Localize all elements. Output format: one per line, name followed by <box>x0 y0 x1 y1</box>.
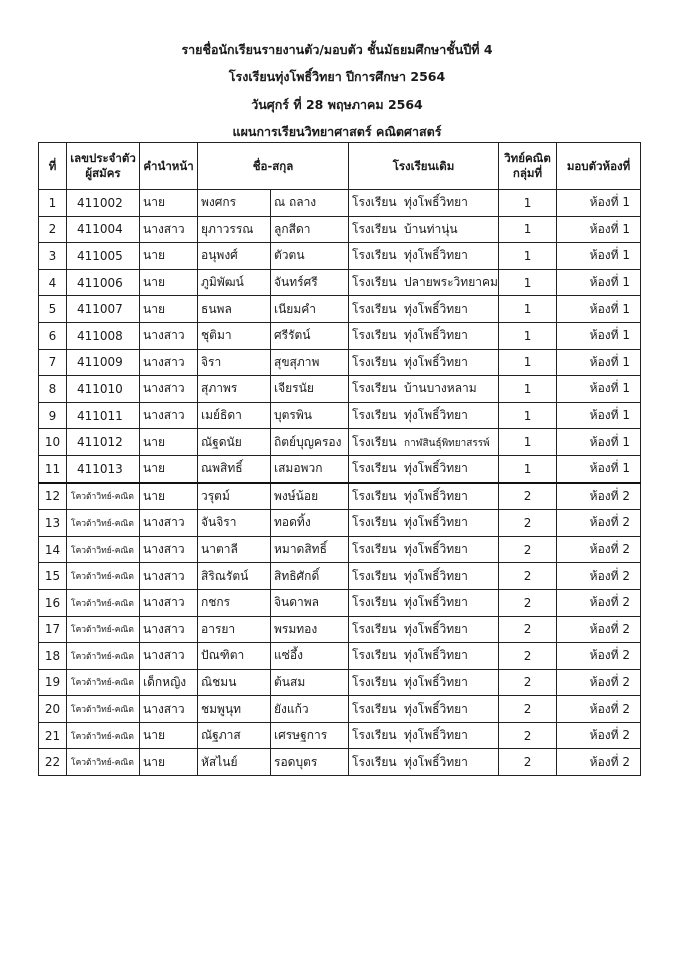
applicant-id: 411010 <box>67 376 140 403</box>
row-number: 3 <box>39 243 67 270</box>
name-prefix: นาย <box>140 429 198 456</box>
row-number: 15 <box>39 563 67 590</box>
science-math-group: 1 <box>499 190 557 217</box>
science-math-group: 1 <box>499 349 557 376</box>
previous-school <box>349 322 499 349</box>
report-room: ห้องที่ 1 <box>557 349 641 376</box>
table-row <box>39 589 641 616</box>
science-math-group: 1 <box>499 216 557 243</box>
first-name: ธนพล <box>198 296 271 323</box>
title-line-3: วันศุกร์ ที่ 28 พฤษภาคม 2564 <box>251 97 423 112</box>
previous-school <box>349 216 499 243</box>
table-row <box>39 376 641 403</box>
row-number: 5 <box>39 296 67 323</box>
report-room: ห้องที่ 2 <box>557 696 641 723</box>
previous-school <box>349 589 499 616</box>
applicant-id: โควต้าวิทย์-คณิต <box>67 589 140 616</box>
row-number: 8 <box>39 376 67 403</box>
report-room: ห้องที่ 2 <box>557 536 641 563</box>
applicant-id: 411004 <box>67 216 140 243</box>
header-room: มอบตัวห้องที่ <box>557 143 641 190</box>
school-word: โรงเรียน <box>352 542 397 557</box>
name-prefix: นางสาว <box>140 696 198 723</box>
last-name: เนียมคำ <box>271 296 349 323</box>
school-name: ทุ่งโพธิ์วิทยา <box>404 728 468 743</box>
applicant-id: โควต้าวิทย์-คณิต <box>67 696 140 723</box>
row-number: 1 <box>39 190 67 217</box>
first-name: ณัฐดนัย <box>198 429 271 456</box>
school-word: โรงเรียน <box>352 754 397 769</box>
previous-school <box>349 269 499 296</box>
applicant-id: 411011 <box>67 402 140 429</box>
applicant-id: โควต้าวิทย์-คณิต <box>67 563 140 590</box>
school-word: โรงเรียน <box>352 515 397 530</box>
school-word: โรงเรียน <box>352 354 397 369</box>
table-row <box>39 349 641 376</box>
table-row <box>39 190 641 217</box>
table-row <box>39 216 641 243</box>
table-row <box>39 322 641 349</box>
applicant-id: โควต้าวิทย์-คณิต <box>67 749 140 776</box>
first-name: ภูมิพัฒน์ <box>198 269 271 296</box>
science-math-group: 2 <box>499 510 557 537</box>
school-name: ทุ่งโพธิ์วิทยา <box>404 195 468 210</box>
applicant-id: โควต้าวิทย์-คณิต <box>67 669 140 696</box>
row-number: 18 <box>39 643 67 670</box>
applicant-id: 411008 <box>67 322 140 349</box>
first-name: ณพสิทธิ์ <box>198 455 271 482</box>
name-prefix: นางสาว <box>140 402 198 429</box>
header-school: โรงเรียนเดิม <box>349 143 499 190</box>
header-prefix: คำนำหน้า <box>140 143 198 190</box>
first-name: ชมพูนุท <box>198 696 271 723</box>
name-prefix: นางสาว <box>140 376 198 403</box>
name-prefix: นางสาว <box>140 643 198 670</box>
school-name: ทุ่งโพธิ์วิทยา <box>404 701 468 716</box>
row-number: 6 <box>39 322 67 349</box>
first-name: พงศกร <box>198 190 271 217</box>
science-math-group: 2 <box>499 643 557 670</box>
school-name: ทุ่งโพธิ์วิทยา <box>404 408 468 423</box>
applicant-id: 411005 <box>67 243 140 270</box>
previous-school <box>349 376 499 403</box>
science-math-group: 2 <box>499 749 557 776</box>
last-name: จินดาพล <box>271 589 349 616</box>
previous-school <box>349 536 499 563</box>
name-prefix: นางสาว <box>140 563 198 590</box>
header-group-line-1: วิทย์คณิต <box>504 151 551 165</box>
school-word: โรงเรียน <box>352 275 397 290</box>
last-name: พรมทอง <box>271 616 349 643</box>
school-word: โรงเรียน <box>352 195 397 210</box>
header-group-line-2: กลุ่มที่ <box>512 166 543 180</box>
table-row <box>39 429 641 456</box>
previous-school <box>349 483 499 510</box>
table-header-row <box>39 143 641 190</box>
row-number: 2 <box>39 216 67 243</box>
header-id-line-2: ผู้สมัคร <box>85 166 121 180</box>
name-prefix: นางสาว <box>140 589 198 616</box>
last-name: เสมอพวก <box>271 455 349 482</box>
applicant-id: 411009 <box>67 349 140 376</box>
row-number: 12 <box>39 483 67 510</box>
name-prefix: นาย <box>140 722 198 749</box>
first-name: สุภาพร <box>198 376 271 403</box>
report-room: ห้องที่ 2 <box>557 749 641 776</box>
science-math-group: 1 <box>499 322 557 349</box>
last-name: หมาดสิทธิ์ <box>271 536 349 563</box>
applicant-id: โควต้าวิทย์-คณิต <box>67 483 140 510</box>
row-number: 10 <box>39 429 67 456</box>
school-name: ทุ่งโพธิ์วิทยา <box>404 328 468 343</box>
row-number: 14 <box>39 536 67 563</box>
applicant-id: 411002 <box>67 190 140 217</box>
row-number: 7 <box>39 349 67 376</box>
report-room: ห้องที่ 2 <box>557 563 641 590</box>
school-word: โรงเรียน <box>352 674 397 689</box>
report-room: ห้องที่ 1 <box>557 216 641 243</box>
table-row <box>39 643 641 670</box>
title-line-2: โรงเรียนทุ่งโพธิ์วิทยา ปีการศึกษา 2564 <box>228 69 446 84</box>
first-name: ณัฐภาส <box>198 722 271 749</box>
school-word: โรงเรียน <box>352 221 397 236</box>
report-room: ห้องที่ 2 <box>557 616 641 643</box>
school-name: ทุ่งโพธิ์วิทยา <box>404 754 468 769</box>
applicant-id: โควต้าวิทย์-คณิต <box>67 510 140 537</box>
science-math-group: 1 <box>499 243 557 270</box>
report-room: ห้องที่ 1 <box>557 376 641 403</box>
previous-school <box>349 510 499 537</box>
school-name: ทุ่งโพธิ์วิทยา <box>404 248 468 263</box>
science-math-group: 2 <box>499 483 557 510</box>
last-name: สิทธิศักดิ์ <box>271 563 349 590</box>
school-word: โรงเรียน <box>352 488 397 503</box>
applicant-id: โควต้าวิทย์-คณิต <box>67 536 140 563</box>
last-name: ถิตย์บุญครอง <box>271 429 349 456</box>
science-math-group: 2 <box>499 616 557 643</box>
previous-school <box>349 696 499 723</box>
report-room: ห้องที่ 1 <box>557 322 641 349</box>
science-math-group: 1 <box>499 296 557 323</box>
previous-school <box>349 349 499 376</box>
name-prefix: นางสาว <box>140 510 198 537</box>
name-prefix: นาย <box>140 296 198 323</box>
table-row <box>39 696 641 723</box>
name-prefix: เด็กหญิง <box>140 669 198 696</box>
row-number: 21 <box>39 722 67 749</box>
table-row <box>39 243 641 270</box>
name-prefix: นางสาว <box>140 349 198 376</box>
table-body <box>39 190 641 776</box>
report-room: ห้องที่ 1 <box>557 402 641 429</box>
last-name: สุขสุภาพ <box>271 349 349 376</box>
table-row <box>39 296 641 323</box>
row-number: 22 <box>39 749 67 776</box>
table-row <box>39 455 641 482</box>
table-row <box>39 483 641 510</box>
school-name: ทุ่งโพธิ์วิทยา <box>404 301 468 316</box>
header-group <box>499 143 557 190</box>
last-name: ทอดทิ้ง <box>271 510 349 537</box>
previous-school <box>349 455 499 482</box>
school-word: โรงเรียน <box>352 728 397 743</box>
previous-school <box>349 563 499 590</box>
row-number: 17 <box>39 616 67 643</box>
school-name: ทุ่งโพธิ์วิทยา <box>404 488 468 503</box>
table-row <box>39 669 641 696</box>
previous-school <box>349 616 499 643</box>
table-row <box>39 402 641 429</box>
school-word: โรงเรียน <box>352 381 397 396</box>
science-math-group: 2 <box>499 589 557 616</box>
school-name: ทุ่งโพธิ์วิทยา <box>404 674 468 689</box>
previous-school <box>349 402 499 429</box>
last-name: ณ ถลาง <box>271 190 349 217</box>
school-name: ทุ่งโพธิ์วิทยา <box>404 542 468 557</box>
applicant-id: โควต้าวิทย์-คณิต <box>67 616 140 643</box>
row-number: 13 <box>39 510 67 537</box>
previous-school <box>349 722 499 749</box>
row-number: 11 <box>39 455 67 482</box>
school-word: โรงเรียน <box>352 621 397 636</box>
name-prefix: นางสาว <box>140 216 198 243</box>
name-prefix: นาย <box>140 269 198 296</box>
name-prefix: นางสาว <box>140 616 198 643</box>
last-name: พงษ์น้อย <box>271 483 349 510</box>
header-name: ชื่อ-สกุล <box>198 143 349 190</box>
school-name: บ้านบางหลาม <box>404 381 477 396</box>
row-number: 9 <box>39 402 67 429</box>
school-name: ทุ่งโพธิ์วิทยา <box>404 568 468 583</box>
first-name: หัสไนย์ <box>198 749 271 776</box>
name-prefix: นาย <box>140 243 198 270</box>
last-name: เศรษฐการ <box>271 722 349 749</box>
school-name: ทุ่งโพธิ์วิทยา <box>404 354 468 369</box>
last-name: รอดบุตร <box>271 749 349 776</box>
name-prefix: นาย <box>140 483 198 510</box>
previous-school <box>349 669 499 696</box>
school-name: ทุ่งโพธิ์วิทยา <box>404 621 468 636</box>
school-name: ทุ่งโพธิ์วิทยา <box>404 595 468 610</box>
applicant-id: 411006 <box>67 269 140 296</box>
name-prefix: นางสาว <box>140 322 198 349</box>
science-math-group: 1 <box>499 402 557 429</box>
first-name: ชุติมา <box>198 322 271 349</box>
science-math-group: 2 <box>499 696 557 723</box>
applicant-id: 411012 <box>67 429 140 456</box>
science-math-group: 2 <box>499 669 557 696</box>
report-room: ห้องที่ 2 <box>557 589 641 616</box>
report-room: ห้องที่ 2 <box>557 483 641 510</box>
row-number: 19 <box>39 669 67 696</box>
table-row <box>39 510 641 537</box>
table-row <box>39 722 641 749</box>
first-name: ยุภาวรรณ <box>198 216 271 243</box>
applicant-id: โควต้าวิทย์-คณิต <box>67 722 140 749</box>
school-name: ทุ่งโพธิ์วิทยา <box>404 515 468 530</box>
first-name: จันจิรา <box>198 510 271 537</box>
last-name: เจียรนัย <box>271 376 349 403</box>
report-room: ห้องที่ 1 <box>557 429 641 456</box>
applicant-id: 411007 <box>67 296 140 323</box>
first-name: วรุตม์ <box>198 483 271 510</box>
school-word: โรงเรียน <box>352 595 397 610</box>
last-name: แซ่อึ้ง <box>271 643 349 670</box>
previous-school <box>349 296 499 323</box>
previous-school <box>349 643 499 670</box>
name-prefix: นาย <box>140 455 198 482</box>
last-name: บุตรพิน <box>271 402 349 429</box>
student-table <box>38 142 641 776</box>
school-name: กาฬสินธุ์พิทยาสรรพ์ <box>404 437 490 449</box>
school-word: โรงเรียน <box>352 461 397 476</box>
previous-school <box>349 429 499 456</box>
last-name: จันทร์ศรี <box>271 269 349 296</box>
table-row <box>39 749 641 776</box>
report-room: ห้องที่ 2 <box>557 510 641 537</box>
school-word: โรงเรียน <box>352 701 397 716</box>
school-word: โรงเรียน <box>352 328 397 343</box>
report-room: ห้องที่ 1 <box>557 269 641 296</box>
name-prefix: นาย <box>140 190 198 217</box>
report-room: ห้องที่ 1 <box>557 455 641 482</box>
science-math-group: 1 <box>499 376 557 403</box>
header-id-line-1: เลขประจำตัว <box>70 151 136 165</box>
name-prefix: นาย <box>140 749 198 776</box>
table-row <box>39 269 641 296</box>
first-name: ปัณฑิตา <box>198 643 271 670</box>
science-math-group: 1 <box>499 269 557 296</box>
table-row <box>39 536 641 563</box>
school-word: โรงเรียน <box>352 408 397 423</box>
previous-school <box>349 190 499 217</box>
header-applicant-id <box>67 143 140 190</box>
first-name: เมย์ธิดา <box>198 402 271 429</box>
header-no: ที่ <box>39 143 67 190</box>
table-row <box>39 616 641 643</box>
title-line-1: รายชื่อนักเรียนรายงานตัว/มอบตัว ชั้นมัธยมศึกษาชั้นปีที่ 4 <box>181 42 493 57</box>
first-name: จิรา <box>198 349 271 376</box>
report-room: ห้องที่ 1 <box>557 243 641 270</box>
applicant-id: โควต้าวิทย์-คณิต <box>67 643 140 670</box>
first-name: อนุพงศ์ <box>198 243 271 270</box>
science-math-group: 1 <box>499 455 557 482</box>
applicant-id: 411013 <box>67 455 140 482</box>
science-math-group: 2 <box>499 563 557 590</box>
row-number: 4 <box>39 269 67 296</box>
report-room: ห้องที่ 2 <box>557 669 641 696</box>
science-math-group: 2 <box>499 536 557 563</box>
report-room: ห้องที่ 2 <box>557 643 641 670</box>
school-word: โรงเรียน <box>352 434 397 449</box>
title-line-4: แผนการเรียนวิทยาศาสตร์ คณิตศาสตร์ <box>232 124 442 139</box>
first-name: กชกร <box>198 589 271 616</box>
first-name: อารยา <box>198 616 271 643</box>
school-name: ปลายพระวิทยาคม <box>404 275 498 290</box>
last-name: ยังแก้ว <box>271 696 349 723</box>
science-math-group: 2 <box>499 722 557 749</box>
last-name: ต้นสม <box>271 669 349 696</box>
last-name: ตัวตน <box>271 243 349 270</box>
report-room: ห้องที่ 2 <box>557 722 641 749</box>
name-prefix: นางสาว <box>140 536 198 563</box>
report-room: ห้องที่ 1 <box>557 190 641 217</box>
first-name: ณิชมน <box>198 669 271 696</box>
science-math-group: 1 <box>499 429 557 456</box>
row-number: 16 <box>39 589 67 616</box>
school-name: ทุ่งโพธิ์วิทยา <box>404 648 468 663</box>
school-word: โรงเรียน <box>352 301 397 316</box>
previous-school <box>349 749 499 776</box>
first-name: นาตาลี <box>198 536 271 563</box>
report-room: ห้องที่ 1 <box>557 296 641 323</box>
school-word: โรงเรียน <box>352 248 397 263</box>
school-word: โรงเรียน <box>352 568 397 583</box>
school-name: บ้านท่านุ่น <box>404 221 458 236</box>
last-name: ศรีรัตน์ <box>271 322 349 349</box>
table-row <box>39 563 641 590</box>
previous-school <box>349 243 499 270</box>
first-name: สิริณรัตน์ <box>198 563 271 590</box>
row-number: 20 <box>39 696 67 723</box>
last-name: ลูกสีดา <box>271 216 349 243</box>
school-name: ทุ่งโพธิ์วิทยา <box>404 461 468 476</box>
school-word: โรงเรียน <box>352 648 397 663</box>
